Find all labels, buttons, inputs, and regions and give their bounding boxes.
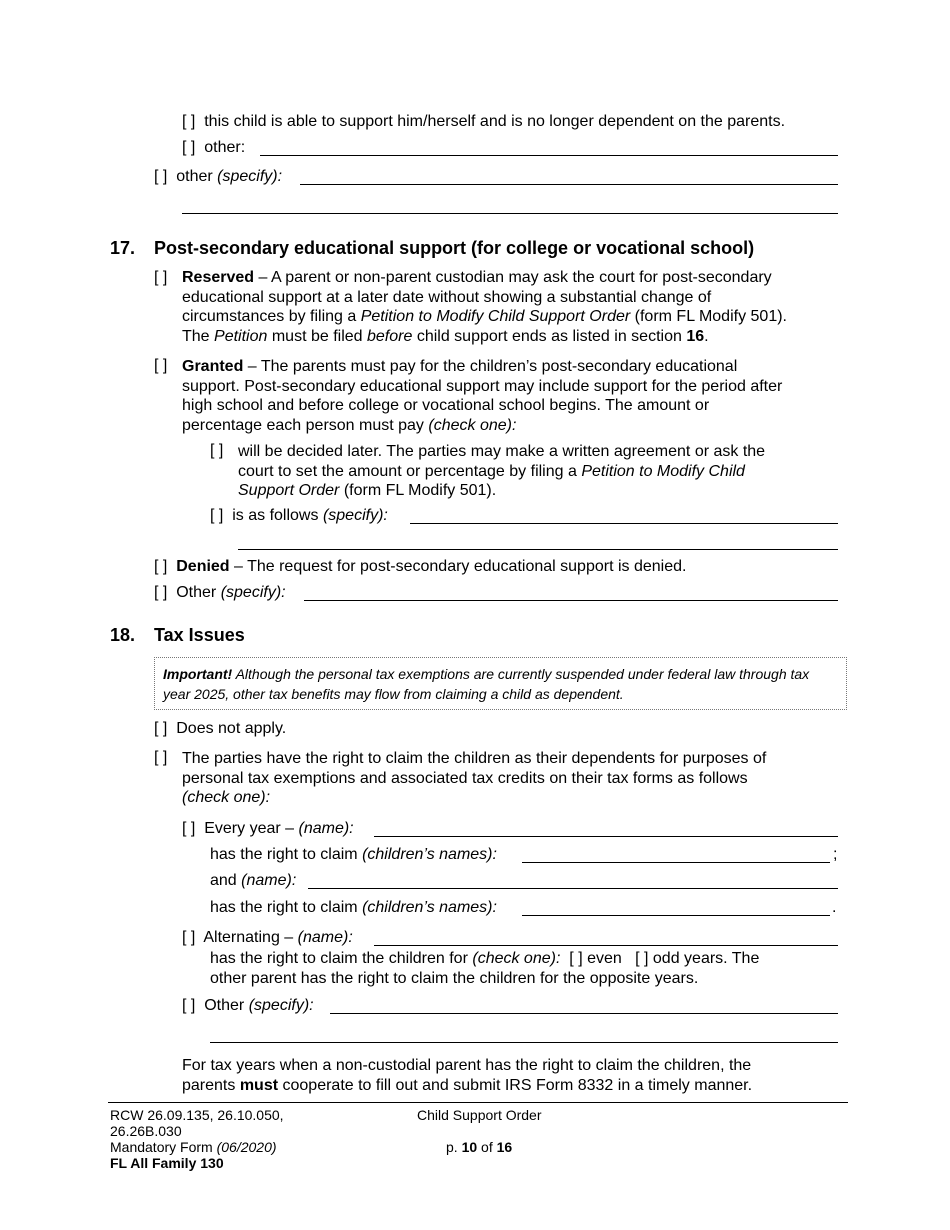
reserved-option	[154, 268, 167, 288]
specify-hint: (specify):	[248, 997, 314, 1014]
sec18-other-line-2[interactable]	[210, 1042, 838, 1043]
children-names-line-2[interactable]	[522, 915, 830, 916]
checkbox[interactable]: [ ]	[154, 168, 168, 185]
section-ref: 16	[686, 327, 705, 345]
denied-text: – The request for post-secondary educational support is denied.	[229, 558, 687, 575]
before-word: before	[367, 327, 413, 345]
option-text: this child is able to support him/herself and is no longer dependent on the parents.	[204, 113, 786, 130]
other-label: Other	[204, 997, 249, 1014]
check-one-hint: (check one):	[182, 789, 271, 806]
reserved-line-4c: child support ends as listed in section	[412, 327, 687, 345]
specify-hint: (specify):	[322, 507, 388, 524]
check-one-hint: (check one):	[428, 416, 517, 434]
page-of: of	[477, 1139, 497, 1155]
form-id: FL All Family 130	[110, 1155, 224, 1171]
as-follows-label: is as follows	[232, 507, 319, 524]
petition-name: Petition to Modify Child Support Order	[360, 308, 631, 325]
granted-line-2: support. Post-secondary educational support may include support for the period after	[182, 377, 783, 395]
section-18-number: 18.	[110, 625, 136, 645]
granted-line-4: percentage each person must pay	[182, 416, 429, 434]
other-label: other:	[204, 139, 246, 156]
other-label: other	[176, 168, 213, 185]
checkbox[interactable]: [ ]	[210, 507, 224, 524]
every-year-name-line[interactable]	[374, 836, 838, 837]
reserved-line-3a: circumstances by filing a	[182, 308, 361, 325]
even-years-option[interactable]: [ ] even	[569, 950, 622, 967]
notice-line-1: Although the personal tax exemptions are currently suspended under federal law through tax	[232, 666, 810, 682]
sec18-other-option	[182, 997, 314, 1015]
semicolon: ;	[833, 846, 838, 863]
check-one-hint: (check one):	[472, 950, 561, 967]
every-year-option	[182, 820, 354, 838]
mandatory-label: Mandatory Form	[110, 1139, 217, 1155]
petition-name: Petition to Modify Child	[581, 462, 745, 480]
name-hint: (name):	[241, 872, 297, 889]
rcw-line-1: RCW 26.09.135, 26.10.050,	[110, 1107, 284, 1123]
granted-line-1: – The parents must pay for the children’s post-secondary educational	[243, 358, 738, 375]
right-line-2: personal tax exemptions and associated tax credits on their tax forms as follows	[182, 769, 748, 787]
alternating-option	[182, 929, 353, 947]
footer-doc-title: Child Support Order	[417, 1107, 542, 1123]
checkbox[interactable]: [ ]	[154, 584, 168, 601]
as-follows-option	[210, 507, 388, 525]
other-specify-option	[154, 168, 282, 186]
reserved-line-2: educational support at a later date without showing a substantial change of	[182, 288, 712, 306]
period: .	[832, 899, 837, 916]
granted-option	[154, 357, 167, 375]
granted-label: Granted	[182, 358, 244, 375]
granted-line-3: high school and before college or vocational school begins. The amount or	[182, 397, 710, 414]
children-names-hint: (children’s names):	[362, 899, 497, 916]
alt-line-2: other parent has the right to claim the children for the opposite years.	[210, 969, 699, 987]
as-follows-line-2[interactable]	[238, 549, 838, 550]
sec17-other-option	[154, 584, 286, 602]
alternating-name-line[interactable]	[374, 945, 838, 946]
name-hint: (name):	[298, 820, 354, 837]
decided-later-option	[210, 442, 223, 460]
footer-divider	[108, 1102, 848, 1103]
reserved-line-3b: (form FL Modify 501).	[630, 308, 787, 325]
does-not-apply-label: Does not apply.	[176, 720, 287, 737]
children-names-line-1[interactable]	[522, 862, 830, 863]
rcw-line-2: 26.26B.030	[110, 1123, 182, 1139]
reserved-label: Reserved	[182, 269, 255, 286]
sec18-other-line[interactable]	[330, 1013, 838, 1014]
reserved-line-1: – A parent or non-parent custodian may ask the court for post-secondary	[254, 269, 772, 286]
decided-later-line-3: (form FL Modify 501).	[339, 482, 497, 499]
footer-left	[110, 1107, 284, 1171]
sec17-other-line[interactable]	[304, 600, 838, 601]
page-total: 16	[496, 1139, 513, 1155]
checkbox[interactable]: [ ]	[182, 997, 196, 1014]
petition-word: Petition	[214, 327, 268, 345]
right-line-1: The parties have the right to claim the children as their dependents for purposes of	[182, 750, 767, 767]
name-hint: (name):	[297, 929, 353, 946]
checkbox[interactable]: [ ]	[182, 113, 196, 130]
decided-later-line-2: court to set the amount or percentage by filing a	[238, 462, 582, 480]
closing-line-1: For tax years when a non-custodial parent has the right to claim the children, the	[182, 1057, 752, 1074]
denied-option	[154, 558, 686, 576]
section-17-title: Post-secondary educational support (for college or vocational school)	[154, 238, 755, 258]
decided-later-line-1: will be decided later. The parties may make a written agreement or ask the	[238, 443, 766, 460]
claim-children-row-2	[210, 899, 497, 917]
right-to-claim-text	[182, 749, 766, 808]
form-date: (06/2020)	[216, 1139, 277, 1155]
child-other-option	[182, 139, 245, 157]
children-names-hint: (children’s names):	[362, 846, 497, 863]
alternating-text	[210, 949, 759, 988]
right-to-claim-option	[154, 749, 167, 767]
checkbox[interactable]: [ ]	[182, 139, 196, 156]
closing-line-2a: parents	[182, 1076, 240, 1094]
claim-children-row-1	[210, 846, 497, 864]
claim-label: has the right to claim	[210, 899, 363, 916]
important-notice	[154, 657, 847, 710]
does-not-apply-option	[154, 720, 286, 738]
petition-name-cont: Support Order	[238, 482, 340, 499]
and-name-line[interactable]	[308, 888, 838, 889]
decided-later-text	[238, 442, 765, 501]
claim-label: has the right to claim	[210, 846, 363, 863]
reserved-line-4b: must be filed	[267, 327, 367, 345]
section-17-number: 17.	[110, 238, 136, 258]
alternating-label: Alternating –	[203, 929, 298, 946]
closing-text	[182, 1056, 752, 1095]
must-word: must	[239, 1076, 279, 1094]
reserved-text	[182, 268, 787, 346]
checkbox[interactable]: [ ]	[154, 357, 168, 374]
page-prefix: p.	[446, 1139, 462, 1155]
child-self-support-option	[182, 113, 785, 131]
page-number	[446, 1139, 512, 1155]
alt-line-1: has the right to claim the children for	[210, 950, 473, 967]
checkbox[interactable]: [ ]	[154, 269, 168, 286]
reserved-line-4a: The	[182, 327, 215, 345]
denied-label: Denied	[176, 558, 230, 575]
as-follows-line[interactable]	[410, 523, 838, 524]
checkbox[interactable]: [ ]	[154, 720, 168, 737]
and-name-row	[210, 872, 296, 890]
checkbox[interactable]: [ ]	[182, 820, 196, 837]
other-specify-line-2[interactable]	[182, 213, 838, 214]
every-year-label: Every year –	[204, 820, 299, 837]
other-label: Other	[176, 584, 217, 601]
odd-years-option[interactable]: [ ] odd years. The	[635, 950, 760, 967]
specify-hint: (specify):	[220, 584, 286, 601]
closing-line-2c: cooperate to fill out and submit IRS Form 8332 in a timely manner.	[278, 1076, 753, 1094]
checkbox[interactable]: [ ]	[210, 442, 224, 459]
checkbox[interactable]: [ ]	[154, 558, 168, 575]
and-label: and	[210, 872, 242, 889]
page-current: 10	[461, 1139, 478, 1155]
section-18-title: Tax Issues	[154, 625, 245, 645]
other-input-line[interactable]	[260, 155, 838, 156]
checkbox[interactable]: [ ]	[182, 929, 196, 946]
checkbox[interactable]: [ ]	[154, 749, 168, 766]
notice-label: Important!	[163, 666, 233, 682]
granted-text	[182, 357, 782, 435]
other-specify-line[interactable]	[300, 184, 838, 185]
reserved-line-4e: .	[704, 327, 709, 345]
notice-line-2: year 2025, other tax benefits may flow from claiming a child as dependent.	[163, 686, 624, 702]
specify-hint: (specify):	[217, 168, 283, 185]
